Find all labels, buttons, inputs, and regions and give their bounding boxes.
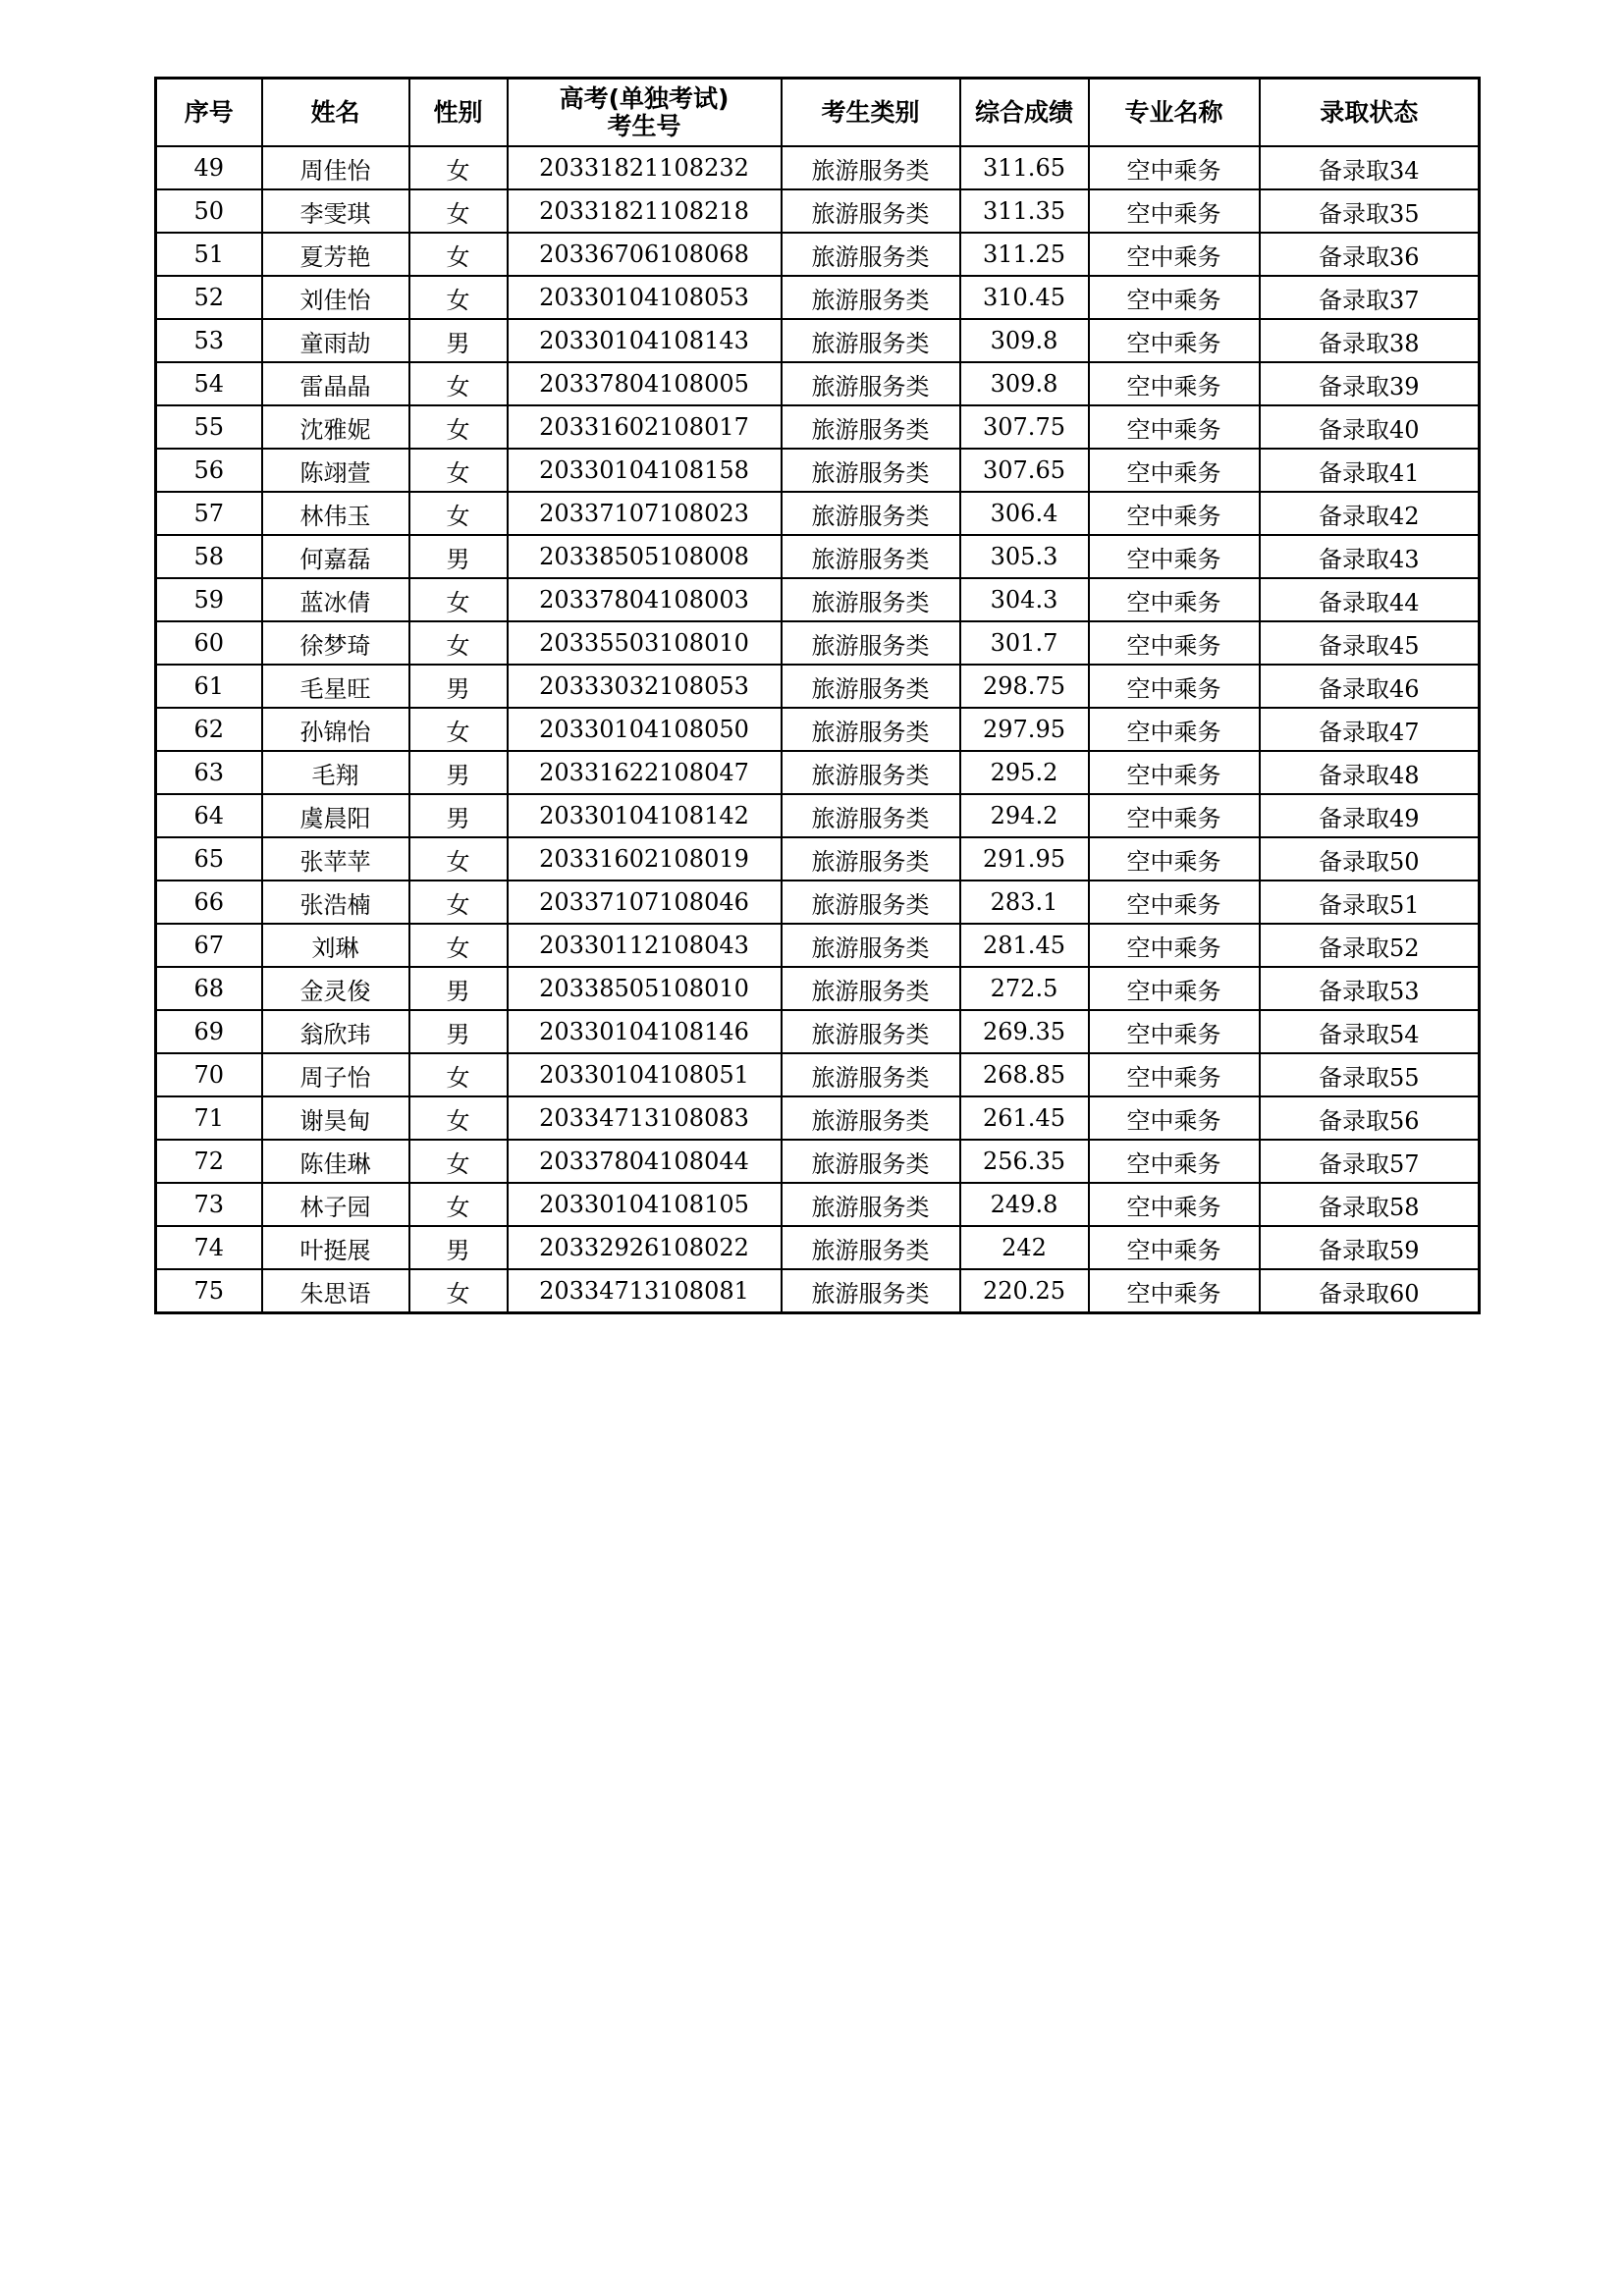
cell-major: 空中乘务	[1089, 794, 1260, 837]
cell-major: 空中乘务	[1089, 708, 1260, 751]
cell-status: 备录取60	[1260, 1269, 1480, 1313]
cell-score: 309.8	[960, 319, 1089, 362]
cell-category: 旅游服务类	[782, 1140, 960, 1183]
cell-name: 翁欣玮	[262, 1010, 409, 1053]
cell-score: 311.65	[960, 146, 1089, 189]
table-row	[156, 189, 1480, 233]
cell-seq: 64	[156, 794, 262, 837]
cell-category: 旅游服务类	[782, 146, 960, 189]
cell-gender: 女	[409, 837, 508, 881]
table-row	[156, 621, 1480, 665]
cell-status: 备录取43	[1260, 535, 1480, 578]
cell-gender: 女	[409, 189, 508, 233]
cell-gender: 女	[409, 1269, 508, 1313]
cell-status: 备录取56	[1260, 1096, 1480, 1140]
cell-seq: 57	[156, 492, 262, 535]
cell-exam-id: 20330104108105	[508, 1183, 782, 1226]
table-row	[156, 492, 1480, 535]
cell-exam-id: 20331821108218	[508, 189, 782, 233]
header-seq: 序号	[156, 79, 262, 147]
cell-major: 空中乘务	[1089, 535, 1260, 578]
cell-seq: 49	[156, 146, 262, 189]
cell-score: 307.75	[960, 405, 1089, 449]
cell-major: 空中乘务	[1089, 1269, 1260, 1313]
cell-gender: 女	[409, 924, 508, 967]
cell-gender: 女	[409, 1096, 508, 1140]
cell-score: 297.95	[960, 708, 1089, 751]
cell-seq: 61	[156, 665, 262, 708]
cell-name: 毛翔	[262, 751, 409, 794]
table-row	[156, 1183, 1480, 1226]
cell-seq: 55	[156, 405, 262, 449]
cell-gender: 女	[409, 1183, 508, 1226]
table-row	[156, 794, 1480, 837]
cell-exam-id: 20330104108143	[508, 319, 782, 362]
cell-status: 备录取48	[1260, 751, 1480, 794]
cell-seq: 67	[156, 924, 262, 967]
table-body	[156, 146, 1480, 1313]
cell-status: 备录取47	[1260, 708, 1480, 751]
cell-category: 旅游服务类	[782, 362, 960, 405]
cell-seq: 68	[156, 967, 262, 1010]
cell-gender: 男	[409, 794, 508, 837]
cell-name: 何嘉磊	[262, 535, 409, 578]
cell-exam-id: 20330104108051	[508, 1053, 782, 1096]
cell-major: 空中乘务	[1089, 578, 1260, 621]
cell-seq: 70	[156, 1053, 262, 1096]
cell-score: 304.3	[960, 578, 1089, 621]
cell-seq: 62	[156, 708, 262, 751]
cell-name: 周子怡	[262, 1053, 409, 1096]
header-score: 综合成绩	[960, 79, 1089, 147]
cell-category: 旅游服务类	[782, 319, 960, 362]
header-gender: 性别	[409, 79, 508, 147]
cell-major: 空中乘务	[1089, 319, 1260, 362]
cell-score: 256.35	[960, 1140, 1089, 1183]
cell-seq: 54	[156, 362, 262, 405]
cell-status: 备录取38	[1260, 319, 1480, 362]
cell-status: 备录取53	[1260, 967, 1480, 1010]
table-row	[156, 881, 1480, 924]
cell-seq: 71	[156, 1096, 262, 1140]
cell-major: 空中乘务	[1089, 1183, 1260, 1226]
cell-status: 备录取55	[1260, 1053, 1480, 1096]
cell-status: 备录取59	[1260, 1226, 1480, 1269]
cell-major: 空中乘务	[1089, 492, 1260, 535]
table-row	[156, 405, 1480, 449]
cell-status: 备录取36	[1260, 233, 1480, 276]
cell-score: 294.2	[960, 794, 1089, 837]
cell-score: 309.8	[960, 362, 1089, 405]
cell-category: 旅游服务类	[782, 967, 960, 1010]
cell-major: 空中乘务	[1089, 449, 1260, 492]
cell-exam-id: 20337107108046	[508, 881, 782, 924]
cell-category: 旅游服务类	[782, 1226, 960, 1269]
table-row	[156, 665, 1480, 708]
cell-status: 备录取57	[1260, 1140, 1480, 1183]
cell-exam-id: 20330104108050	[508, 708, 782, 751]
cell-gender: 女	[409, 276, 508, 319]
cell-category: 旅游服务类	[782, 621, 960, 665]
cell-exam-id: 20330104108146	[508, 1010, 782, 1053]
table-row	[156, 319, 1480, 362]
table-row	[156, 751, 1480, 794]
cell-name: 叶挺展	[262, 1226, 409, 1269]
cell-gender: 女	[409, 233, 508, 276]
table-row	[156, 1140, 1480, 1183]
cell-seq: 73	[156, 1183, 262, 1226]
table-row	[156, 837, 1480, 881]
table-row	[156, 362, 1480, 405]
cell-seq: 52	[156, 276, 262, 319]
cell-exam-id: 20332926108022	[508, 1226, 782, 1269]
cell-name: 陈佳琳	[262, 1140, 409, 1183]
table-row	[156, 708, 1480, 751]
cell-exam-id: 20335503108010	[508, 621, 782, 665]
cell-name: 童雨劼	[262, 319, 409, 362]
table-row	[156, 1096, 1480, 1140]
cell-score: 261.45	[960, 1096, 1089, 1140]
cell-seq: 72	[156, 1140, 262, 1183]
cell-gender: 男	[409, 1010, 508, 1053]
cell-exam-id: 20338505108010	[508, 967, 782, 1010]
cell-gender: 男	[409, 665, 508, 708]
cell-gender: 男	[409, 967, 508, 1010]
table-row	[156, 578, 1480, 621]
table-row	[156, 276, 1480, 319]
cell-major: 空中乘务	[1089, 621, 1260, 665]
cell-name: 徐梦琦	[262, 621, 409, 665]
cell-gender: 女	[409, 405, 508, 449]
cell-category: 旅游服务类	[782, 1053, 960, 1096]
cell-major: 空中乘务	[1089, 967, 1260, 1010]
cell-gender: 女	[409, 449, 508, 492]
cell-gender: 男	[409, 319, 508, 362]
cell-name: 孙锦怡	[262, 708, 409, 751]
cell-seq: 66	[156, 881, 262, 924]
cell-major: 空中乘务	[1089, 276, 1260, 319]
cell-category: 旅游服务类	[782, 881, 960, 924]
cell-status: 备录取46	[1260, 665, 1480, 708]
cell-name: 刘佳怡	[262, 276, 409, 319]
cell-status: 备录取45	[1260, 621, 1480, 665]
table-row	[156, 146, 1480, 189]
cell-exam-id: 20331821108232	[508, 146, 782, 189]
header-exam-id	[508, 79, 782, 147]
cell-name: 周佳怡	[262, 146, 409, 189]
cell-gender: 男	[409, 535, 508, 578]
cell-name: 夏芳艳	[262, 233, 409, 276]
cell-name: 李雯琪	[262, 189, 409, 233]
cell-name: 雷晶晶	[262, 362, 409, 405]
cell-score: 311.25	[960, 233, 1089, 276]
cell-exam-id: 20331622108047	[508, 751, 782, 794]
cell-exam-id: 20337804108003	[508, 578, 782, 621]
cell-gender: 男	[409, 751, 508, 794]
header-category: 考生类别	[782, 79, 960, 147]
cell-score: 249.8	[960, 1183, 1089, 1226]
cell-exam-id: 20334713108081	[508, 1269, 782, 1313]
cell-name: 蓝冰倩	[262, 578, 409, 621]
header-name: 姓名	[262, 79, 409, 147]
cell-status: 备录取42	[1260, 492, 1480, 535]
table-row	[156, 233, 1480, 276]
cell-name: 朱思语	[262, 1269, 409, 1313]
cell-score: 268.85	[960, 1053, 1089, 1096]
cell-gender: 女	[409, 492, 508, 535]
cell-name: 毛星旺	[262, 665, 409, 708]
cell-score: 220.25	[960, 1269, 1089, 1313]
cell-seq: 69	[156, 1010, 262, 1053]
cell-score: 272.5	[960, 967, 1089, 1010]
header-major: 专业名称	[1089, 79, 1260, 147]
header-status: 录取状态	[1260, 79, 1480, 147]
cell-exam-id: 20337804108005	[508, 362, 782, 405]
header-exam-id-line1: 高考(单独考试)	[559, 83, 730, 113]
cell-gender: 女	[409, 708, 508, 751]
cell-seq: 75	[156, 1269, 262, 1313]
cell-status: 备录取58	[1260, 1183, 1480, 1226]
cell-gender: 女	[409, 362, 508, 405]
cell-name: 虞晨阳	[262, 794, 409, 837]
cell-name: 陈翊萱	[262, 449, 409, 492]
cell-name: 张苹苹	[262, 837, 409, 881]
cell-status: 备录取52	[1260, 924, 1480, 967]
cell-major: 空中乘务	[1089, 751, 1260, 794]
table-row	[156, 535, 1480, 578]
cell-score: 283.1	[960, 881, 1089, 924]
cell-name: 谢昊甸	[262, 1096, 409, 1140]
cell-gender: 女	[409, 621, 508, 665]
cell-status: 备录取54	[1260, 1010, 1480, 1053]
cell-category: 旅游服务类	[782, 1183, 960, 1226]
cell-exam-id: 20330104108053	[508, 276, 782, 319]
cell-gender: 男	[409, 1226, 508, 1269]
cell-score: 301.7	[960, 621, 1089, 665]
cell-score: 306.4	[960, 492, 1089, 535]
table-header	[156, 79, 1480, 147]
cell-name: 林伟玉	[262, 492, 409, 535]
cell-category: 旅游服务类	[782, 405, 960, 449]
header-row	[156, 79, 1480, 147]
cell-score: 295.2	[960, 751, 1089, 794]
cell-category: 旅游服务类	[782, 233, 960, 276]
cell-name: 林子园	[262, 1183, 409, 1226]
cell-category: 旅游服务类	[782, 665, 960, 708]
cell-score: 281.45	[960, 924, 1089, 967]
cell-score: 242	[960, 1226, 1089, 1269]
cell-category: 旅游服务类	[782, 535, 960, 578]
cell-exam-id: 20334713108083	[508, 1096, 782, 1140]
cell-gender: 女	[409, 578, 508, 621]
cell-score: 269.35	[960, 1010, 1089, 1053]
cell-gender: 女	[409, 1053, 508, 1096]
cell-score: 291.95	[960, 837, 1089, 881]
cell-category: 旅游服务类	[782, 189, 960, 233]
cell-category: 旅游服务类	[782, 578, 960, 621]
cell-seq: 56	[156, 449, 262, 492]
cell-major: 空中乘务	[1089, 1010, 1260, 1053]
admission-table	[154, 77, 1481, 1314]
cell-exam-id: 20333032108053	[508, 665, 782, 708]
cell-status: 备录取39	[1260, 362, 1480, 405]
cell-gender: 女	[409, 1140, 508, 1183]
cell-major: 空中乘务	[1089, 837, 1260, 881]
cell-score: 305.3	[960, 535, 1089, 578]
cell-category: 旅游服务类	[782, 708, 960, 751]
cell-seq: 58	[156, 535, 262, 578]
cell-name: 金灵俊	[262, 967, 409, 1010]
cell-exam-id: 20330112108043	[508, 924, 782, 967]
cell-major: 空中乘务	[1089, 1140, 1260, 1183]
table-row	[156, 1053, 1480, 1096]
cell-major: 空中乘务	[1089, 189, 1260, 233]
cell-major: 空中乘务	[1089, 881, 1260, 924]
cell-status: 备录取44	[1260, 578, 1480, 621]
cell-major: 空中乘务	[1089, 1053, 1260, 1096]
cell-exam-id: 20337107108023	[508, 492, 782, 535]
cell-category: 旅游服务类	[782, 1269, 960, 1313]
cell-seq: 74	[156, 1226, 262, 1269]
table-row	[156, 1010, 1480, 1053]
cell-exam-id: 20337804108044	[508, 1140, 782, 1183]
cell-exam-id: 20330104108142	[508, 794, 782, 837]
table-row	[156, 1269, 1480, 1313]
cell-score: 307.65	[960, 449, 1089, 492]
table-row	[156, 967, 1480, 1010]
cell-score: 311.35	[960, 189, 1089, 233]
cell-seq: 60	[156, 621, 262, 665]
cell-major: 空中乘务	[1089, 362, 1260, 405]
cell-exam-id: 20336706108068	[508, 233, 782, 276]
cell-name: 沈雅妮	[262, 405, 409, 449]
cell-status: 备录取51	[1260, 881, 1480, 924]
cell-major: 空中乘务	[1089, 1096, 1260, 1140]
cell-exam-id: 20330104108158	[508, 449, 782, 492]
cell-status: 备录取41	[1260, 449, 1480, 492]
cell-gender: 女	[409, 146, 508, 189]
cell-category: 旅游服务类	[782, 751, 960, 794]
cell-seq: 65	[156, 837, 262, 881]
cell-major: 空中乘务	[1089, 146, 1260, 189]
table-row	[156, 449, 1480, 492]
cell-major: 空中乘务	[1089, 405, 1260, 449]
cell-category: 旅游服务类	[782, 492, 960, 535]
cell-seq: 50	[156, 189, 262, 233]
header-exam-id-line2: 考生号	[607, 111, 681, 140]
cell-status: 备录取34	[1260, 146, 1480, 189]
cell-category: 旅游服务类	[782, 837, 960, 881]
cell-major: 空中乘务	[1089, 924, 1260, 967]
cell-exam-id: 20331602108017	[508, 405, 782, 449]
cell-gender: 女	[409, 881, 508, 924]
cell-status: 备录取37	[1260, 276, 1480, 319]
cell-major: 空中乘务	[1089, 233, 1260, 276]
cell-category: 旅游服务类	[782, 924, 960, 967]
cell-status: 备录取49	[1260, 794, 1480, 837]
cell-exam-id: 20331602108019	[508, 837, 782, 881]
cell-category: 旅游服务类	[782, 1010, 960, 1053]
cell-seq: 59	[156, 578, 262, 621]
table-row	[156, 924, 1480, 967]
cell-seq: 51	[156, 233, 262, 276]
cell-seq: 63	[156, 751, 262, 794]
cell-status: 备录取35	[1260, 189, 1480, 233]
cell-status: 备录取40	[1260, 405, 1480, 449]
cell-score: 298.75	[960, 665, 1089, 708]
cell-exam-id: 20338505108008	[508, 535, 782, 578]
cell-category: 旅游服务类	[782, 276, 960, 319]
table-row	[156, 1226, 1480, 1269]
cell-category: 旅游服务类	[782, 449, 960, 492]
cell-major: 空中乘务	[1089, 1226, 1260, 1269]
cell-status: 备录取50	[1260, 837, 1480, 881]
cell-seq: 53	[156, 319, 262, 362]
cell-category: 旅游服务类	[782, 794, 960, 837]
cell-name: 张浩楠	[262, 881, 409, 924]
cell-major: 空中乘务	[1089, 665, 1260, 708]
cell-category: 旅游服务类	[782, 1096, 960, 1140]
cell-score: 310.45	[960, 276, 1089, 319]
cell-name: 刘琳	[262, 924, 409, 967]
